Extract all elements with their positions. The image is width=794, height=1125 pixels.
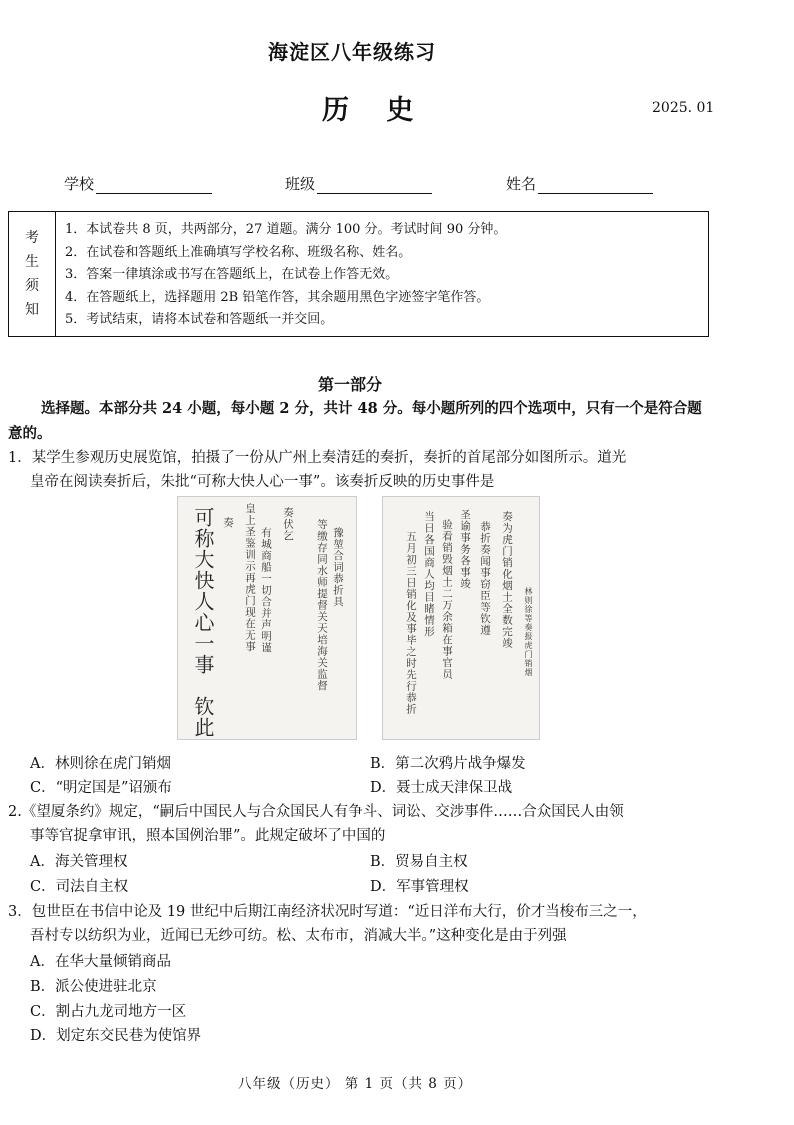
memorial-column: 奏伏乞 bbox=[282, 507, 294, 542]
memorial-image-left bbox=[177, 496, 357, 740]
q3-option-b[interactable]: B．派公使进驻北京 bbox=[30, 979, 157, 995]
notice-label-char: 须 bbox=[25, 278, 39, 294]
memorial-column: 圣谕事务各事竣 bbox=[459, 509, 471, 590]
q1-option-c[interactable]: C．“明定国是”诏颁布 bbox=[30, 780, 172, 796]
notice-label-char: 考 bbox=[25, 230, 39, 246]
name-label: 姓名 bbox=[506, 175, 537, 193]
notice-item: 2．在试卷和答题纸上准确填写学校名称、班级名称、姓名。 bbox=[65, 244, 412, 260]
memorial-column: 有城商船一切合并声明谨 bbox=[260, 527, 272, 654]
memorial-annotation: 林则徐等奏报虎门销烟 bbox=[524, 587, 533, 677]
q1-option-a[interactable]: A．林则徐在虎门销烟 bbox=[30, 756, 171, 772]
notice-label-char: 知 bbox=[25, 302, 39, 318]
class-blank[interactable] bbox=[317, 177, 432, 194]
notice-item: 5．考试结束，请将本试卷和答题纸一并交回。 bbox=[65, 312, 334, 327]
question-1-stem-line1: 1．某学生参观历史展览馆，拍摄了一份从广州上奏清廷的奏折，奏折的首尾部分如图所示。道光 bbox=[8, 450, 627, 466]
q1-option-b[interactable]: B．第二次鸦片战争爆发 bbox=[370, 756, 526, 772]
question-3-stem-line2: 吾村专以纺织为业，近闻已无纱可纺。松、太布市，消减大半。”这种变化是由于列强 bbox=[30, 928, 567, 944]
notice-items bbox=[65, 219, 506, 332]
notice-box bbox=[8, 211, 709, 337]
notice-item: 1．本试卷共 8 页，共两部分，27 道题。满分 100 分。考试时间 90 分钟。 bbox=[65, 222, 507, 237]
memorial-column: 等缴存同水师提督关天培海关监督 bbox=[316, 519, 328, 692]
memorial-column: 当日各国商人均目睹情形 bbox=[423, 511, 435, 638]
memorial-column: 皇上圣鉴训示再虎门现在无事 bbox=[244, 503, 256, 653]
question-2-stem-line1: 2.《望厦条约》规定，“嗣后中国民人与合众国民人有争斗、词讼、交涉事件……合众国民人由领 bbox=[8, 804, 624, 820]
subject-title: 历 史 bbox=[322, 95, 428, 126]
memorial-column: 奏为虎门销化烟土全数完竣 bbox=[501, 511, 513, 649]
name-field[interactable] bbox=[506, 173, 653, 194]
q3-option-a[interactable]: A．在华大量倾销商品 bbox=[30, 954, 171, 970]
notice-label-char: 生 bbox=[25, 254, 39, 270]
page-footer: 八年级（历史） 第 1 页（共 8 页） bbox=[238, 1076, 473, 1092]
q2-option-a[interactable]: A．海关管理权 bbox=[30, 854, 128, 870]
q3-option-d[interactable]: D．划定东交民巷为使馆界 bbox=[30, 1028, 202, 1044]
memorial-column: 恭折奏闻事窃臣等钦遵 bbox=[479, 521, 491, 636]
class-field[interactable] bbox=[285, 173, 432, 194]
question-3-stem-line1: 3．包世臣在书信中论及 19 世纪中后期江南经济状况时写道：“近日洋布大行，价才当梭布三之一， bbox=[8, 904, 647, 920]
q2-option-c[interactable]: C．司法自主权 bbox=[30, 879, 129, 895]
q3-option-c[interactable]: C．割占九龙司地方一区 bbox=[30, 1004, 187, 1020]
notice-item: 3．答案一律填涂或书写在答题纸上，在试卷上作答无效。 bbox=[65, 267, 399, 282]
name-blank[interactable] bbox=[538, 177, 653, 194]
vermilion-rescript: 可称大快人心一事 钦此 bbox=[191, 507, 215, 738]
part-title: 第一部分 bbox=[318, 375, 383, 394]
memorial-column: 五月初三日销化及事毕之时先行恭折 bbox=[405, 531, 417, 715]
exam-date: 2025. 01 bbox=[652, 100, 715, 116]
memorial-column: 豫堃合词恭折具 bbox=[332, 527, 344, 608]
notice-label bbox=[9, 212, 56, 336]
notice-item: 4．在答题纸上，选择题用 2B 铅笔作答，其余题用黑色字迹签字笔作答。 bbox=[65, 289, 490, 305]
q1-option-d[interactable]: D．聂士成天津保卫战 bbox=[370, 780, 513, 796]
school-blank[interactable] bbox=[96, 177, 212, 194]
part-instructions: 选择题。本部分共 24 小题，每小题 2 分，共计 48 分。每小题所列的四个选项中，只有一个是符合题意的。 bbox=[8, 400, 702, 442]
question-1-stem-line2: 皇帝在阅读奏折后，朱批“可称大快人心一事”。该奏折反映的历史事件是 bbox=[30, 474, 495, 490]
class-label: 班级 bbox=[285, 175, 316, 193]
memorial-column: 验看销毁烟土二万余箱在事官员 bbox=[441, 519, 453, 680]
q2-option-b[interactable]: B．贸易自主权 bbox=[370, 854, 468, 870]
memorial-image-right bbox=[382, 496, 540, 740]
exam-title: 海淀区八年级练习 bbox=[268, 40, 436, 64]
q2-option-d[interactable]: D．军事管理权 bbox=[370, 879, 469, 895]
school-label: 学校 bbox=[64, 175, 95, 193]
school-field[interactable] bbox=[64, 173, 212, 194]
question-2-stem-line2: 事等官捉拿审讯，照本国例治罪”。此规定破坏了中国的 bbox=[30, 828, 386, 844]
memorial-column: 奏 bbox=[222, 517, 234, 529]
